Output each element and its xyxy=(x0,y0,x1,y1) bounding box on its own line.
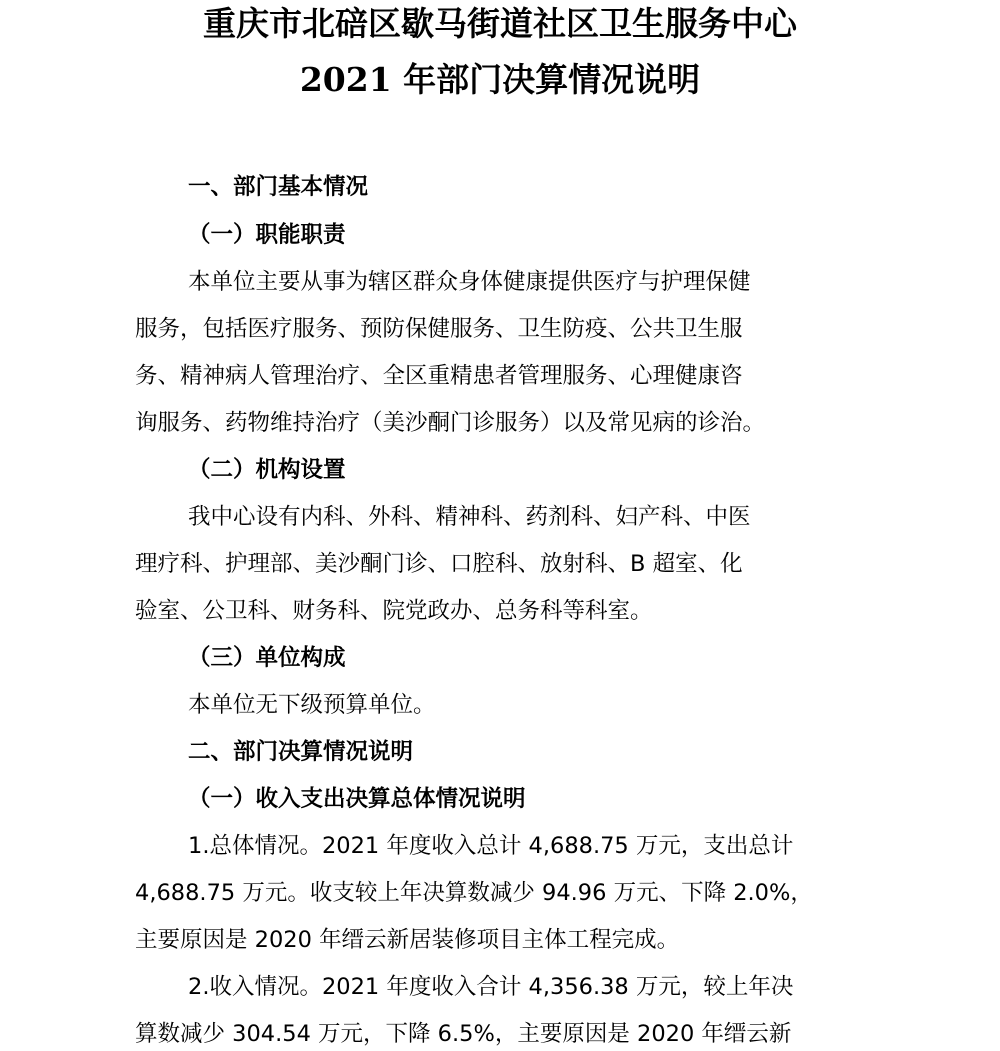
section1-heading: 一、部门基本情况 xyxy=(188,174,369,200)
section2-sub1-heading: （一）收入支出决算总体情况说明 xyxy=(188,786,526,812)
paragraph-line: 务、精神病人管理治疗、全区重精患者管理服务、心理健康咨 xyxy=(135,363,743,389)
paragraph-line: 算数减少 304.54 万元，下降 6.5%，主要原因是 2020 年缙云新 xyxy=(135,1021,792,1047)
paragraph-line: 我中心设有内科、外科、精神科、药剂科、妇产科、中医 xyxy=(188,504,751,530)
document-title-line1: 重庆市北碚区歇马街道社区卫生服务中心 xyxy=(203,4,797,43)
paragraph-line: 验室、公卫科、财务科、院党政办、总务科等科室。 xyxy=(135,598,653,624)
paragraph-line: 主要原因是 2020 年缙云新居装修项目主体工程完成。 xyxy=(135,927,680,953)
paragraph-line: 询服务、药物维持治疗（美沙酮门诊服务）以及常见病的诊治。 xyxy=(135,410,766,436)
paragraph-line: 本单位无下级预算单位。 xyxy=(188,692,436,718)
section1-sub3-heading: （三）单位构成 xyxy=(188,645,346,671)
paragraph-line: 理疗科、护理部、美沙酮门诊、口腔科、放射科、B 超室、化 xyxy=(135,551,743,577)
paragraph-line: 本单位主要从事为辖区群众身体健康提供医疗与护理保健 xyxy=(188,269,751,295)
paragraph-line: 2.收入情况。2021 年度收入合计 4,356.38 万元，较上年决 xyxy=(188,974,794,1000)
paragraph-line: 4,688.75 万元。收支较上年决算数减少 94.96 万元、下降 2.0%， xyxy=(135,880,813,906)
document-title-line2: 2021 年部门决算情况说明 xyxy=(299,60,701,99)
paragraph-line: 1.总体情况。2021 年度收入总计 4,688.75 万元，支出总计 xyxy=(188,833,794,859)
section2-heading: 二、部门决算情况说明 xyxy=(188,739,414,765)
section1-sub1-heading: （一）职能职责 xyxy=(188,222,346,248)
paragraph-line: 服务，包括医疗服务、预防保健服务、卫生防疫、公共卫生服 xyxy=(135,316,743,342)
section1-sub2-heading: （二）机构设置 xyxy=(188,457,346,483)
